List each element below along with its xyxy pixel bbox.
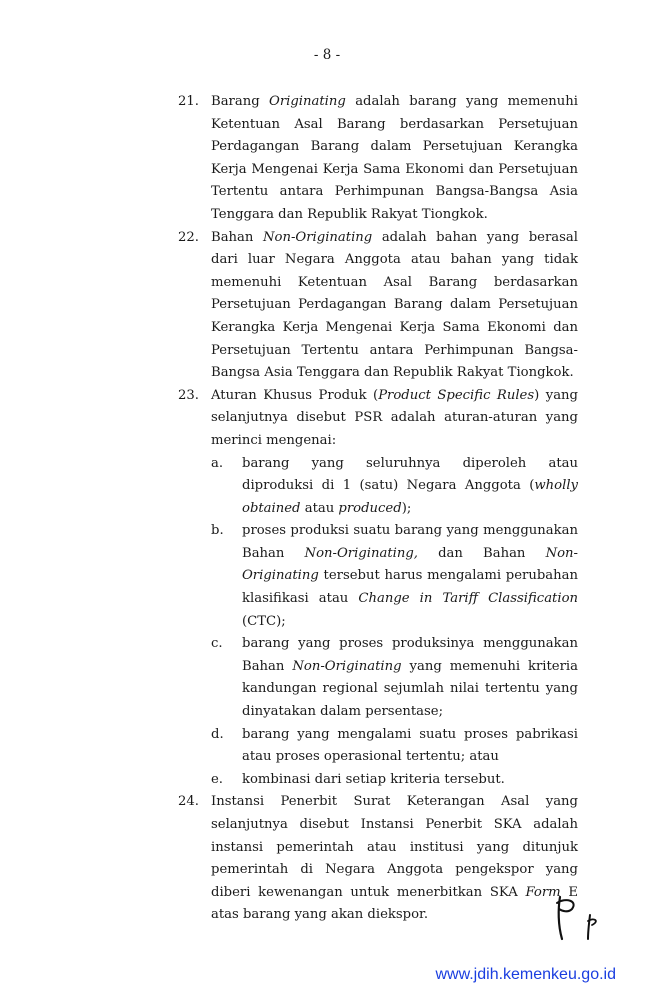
item-number: 21.	[178, 94, 199, 109]
text-run: barang yang seluruhnya diperoleh atau diproduksi di 1 (satu) Negara Anggota (	[242, 455, 578, 494]
text-run: Instansi Penerbit Surat Keterangan Asal yang selanjutnya disebut Instansi Penerbit SKA adalah instansi pemerintah atau institusi yang ditunjuk pemerintah di Negara Anggota pengekspor yang diberi kewenangan untuk menerbitkan SKA	[211, 794, 578, 900]
definition-item-22	[0, 227, 654, 385]
text-run: barang yang proses produksinya menggunakan Bahan	[242, 636, 578, 674]
sub-item-letter: e.	[211, 771, 223, 787]
sub-item-e	[0, 769, 654, 792]
text-run: Barang	[211, 94, 270, 109]
italic-term: Non-Originating	[263, 229, 373, 245]
text-run: (CTC);	[242, 613, 286, 629]
text-run: adalah bahan yang berasal dari luar Negara Anggota atau bahan yang tidak memenuhi Ketentuan Asal Barang berdasarkan Persetujuan Perdagangan Barang dalam Persetujuan Kerangka Kerja Mengenai Kerja Sama Ekonomi dan Persetujuan Tertentu antara Perhimpunan Bangsa-Bangsa Asia Tenggara dan Republik Rakyat Tiongkok.	[211, 229, 578, 381]
italic-term: Non-Originating	[242, 545, 578, 584]
italic-term: produced	[338, 500, 402, 516]
italic-term: Change in Tariff Classification	[358, 591, 579, 607]
sub-item-text	[242, 769, 578, 792]
item-text	[211, 227, 578, 385]
text-run: yang memenuhi kriteria kandungan regional sejumlah nilai tertentu yang dinyatakan dalam persentase;	[242, 658, 578, 720]
italic-term: Non-Originating	[292, 658, 402, 674]
sub-item-letter: b.	[211, 523, 224, 539]
text-run: kombinasi dari setiap kriteria tersebut.	[242, 771, 505, 787]
sub-item-text	[242, 453, 578, 521]
sub-item-a	[0, 453, 654, 521]
sub-item-text	[242, 724, 578, 769]
italic-term: Non-Originating,	[304, 545, 418, 561]
text-run: barang yang mengalami suatu proses pabrikasi atau proses operasional tertentu; atau	[242, 726, 578, 765]
text-run: dan Bahan	[417, 545, 546, 561]
text-run: tersebut harus mengalami perubahan klasifikasi atau	[242, 568, 578, 607]
item-text	[211, 91, 578, 227]
item-number: 24.	[178, 794, 199, 810]
text-run: proses produksi suatu barang yang menggunakan Bahan	[242, 523, 578, 561]
item-number: 23.	[178, 387, 199, 403]
text-run: Aturan Khusus Produk (	[211, 387, 379, 403]
sub-item-b	[0, 520, 654, 633]
item-number: 22.	[178, 229, 199, 245]
document-body	[0, 91, 654, 927]
sub-item-letter: a.	[211, 455, 224, 471]
text-run: Bahan	[211, 229, 263, 245]
text-run: atau	[300, 500, 339, 516]
text-run: ) yang selanjutnya disebut PSR adalah aturan-aturan yang merinci mengenai:	[211, 387, 578, 448]
sub-item-text	[242, 633, 578, 723]
italic-term: Form	[525, 884, 561, 900]
italic-term: Product Specific Rules	[378, 387, 535, 403]
definition-item-23	[0, 385, 654, 792]
page-number: - 8 -	[313, 47, 341, 63]
sub-item-text	[242, 520, 578, 633]
text-run: );	[401, 500, 412, 516]
text-run: E atas barang yang akan diekspor.	[211, 884, 578, 923]
item-text	[211, 385, 578, 453]
sub-item-letter: d.	[211, 726, 224, 742]
sub-item-d	[0, 724, 654, 769]
italic-term: Originating	[269, 94, 346, 109]
definition-item-21	[0, 91, 654, 227]
text-run: adalah barang yang memenuhi Ketentuan Asal Barang berdasarkan Persetujuan Perdagangan Barang dalam Persetujuan Kerangka Kerja Mengenai Kerja Sama Ekonomi dan Persetujuan Tertentu antara Perhimpunan Bangsa-Bangsa Asia Tenggara dan Republik Rakyat Tiongkok.	[211, 94, 578, 222]
italic-term: wholly obtained	[242, 478, 578, 516]
item-text	[211, 791, 578, 927]
paraf-signature	[552, 895, 604, 943]
sub-item-letter: c.	[211, 636, 223, 652]
sub-item-c	[0, 633, 654, 723]
jdih-website-link[interactable]: www.jdih.kemenkeu.go.id	[435, 966, 616, 983]
